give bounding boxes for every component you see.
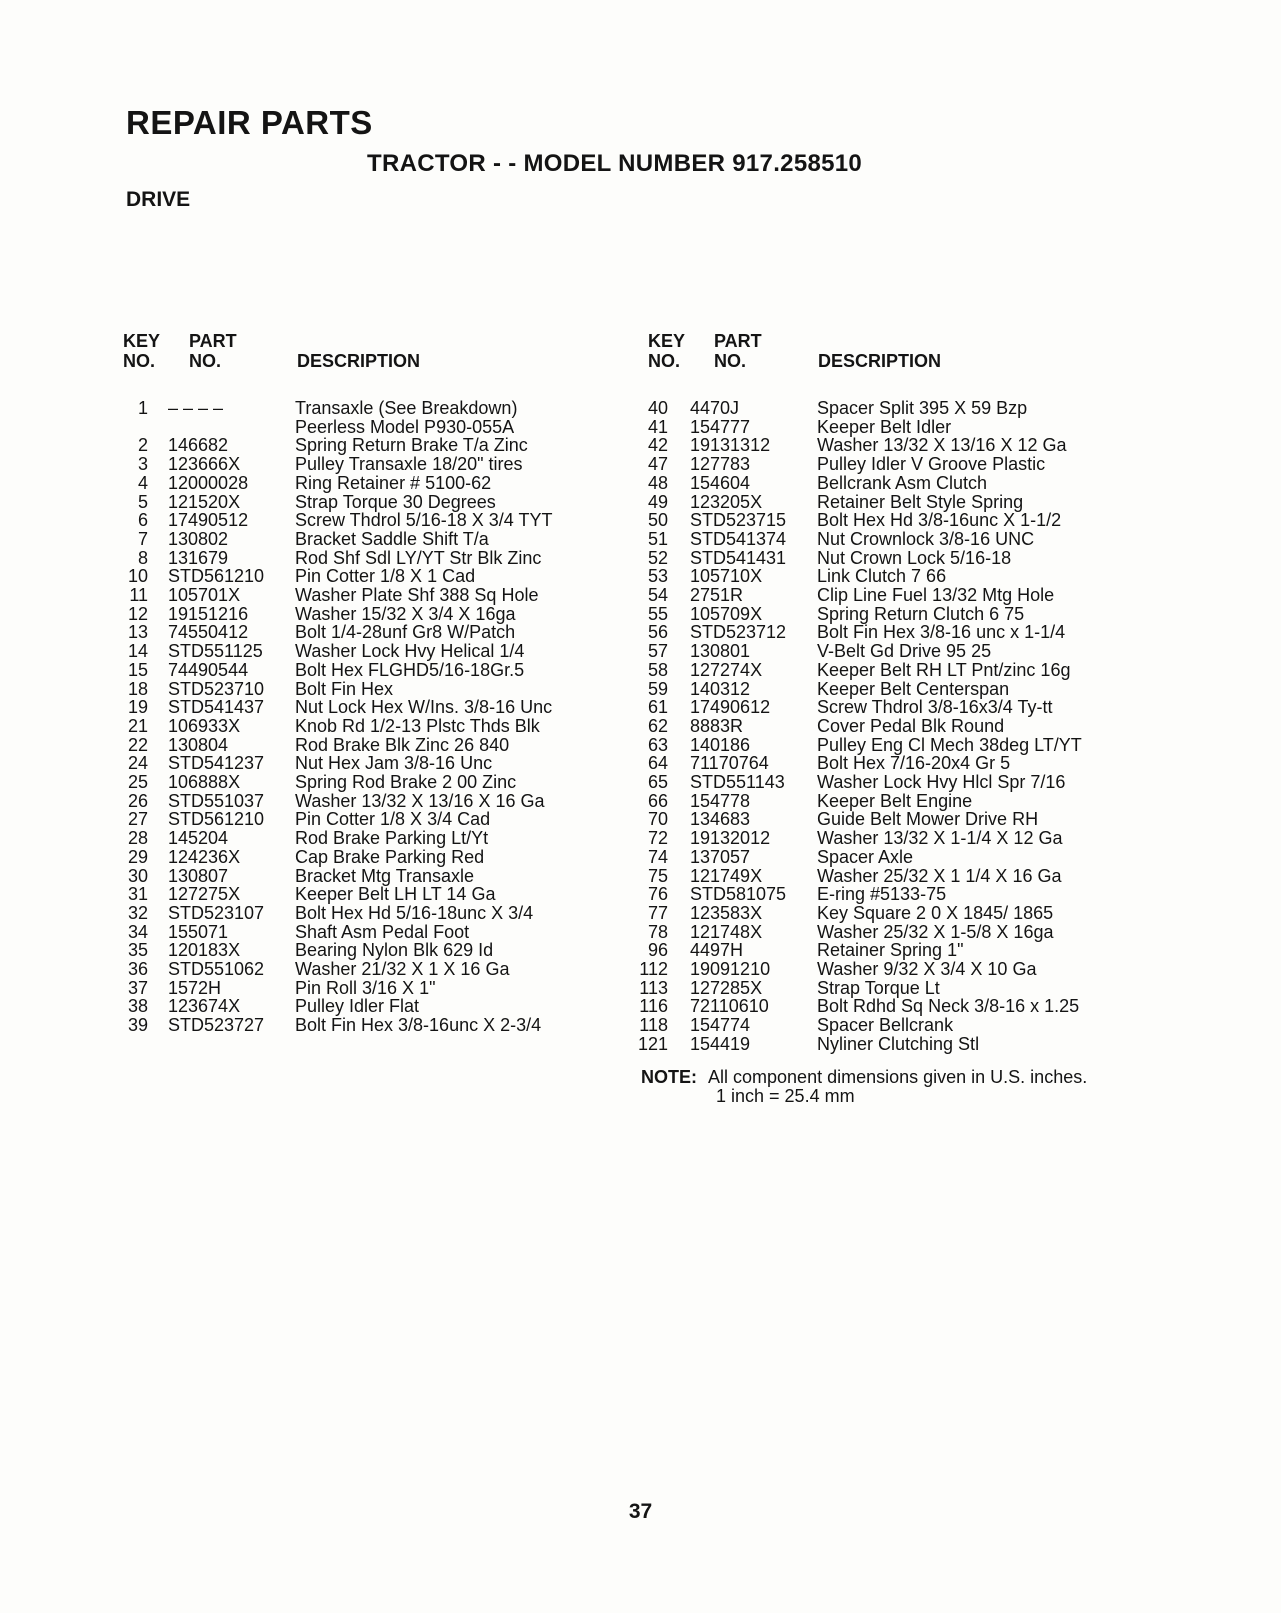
note-line2: 1 inch = 25.4 mm [716, 1086, 855, 1106]
part-description: Bolt Hex Hd 5/16-18unc X 3/4 [295, 902, 534, 923]
part-description: Strap Torque 30 Degrees [295, 491, 496, 512]
part-description: Keeper Belt Centerspan [817, 678, 1010, 699]
key-number: 36 [127, 959, 148, 979]
key-no-header: NO. [123, 351, 156, 371]
part-number: 17490512 [168, 510, 249, 531]
part-no-header: NO. [714, 351, 747, 371]
key-number: 21 [127, 715, 148, 736]
part-number: 127274X [690, 659, 763, 680]
part-description: Retainer Belt Style Spring [817, 491, 1024, 512]
part-description: Nut Crownlock 3/8-16 UNC [817, 528, 1035, 549]
part-number: 127275X [168, 884, 241, 905]
key-number: 56 [647, 622, 668, 643]
part-description: Rod Brake Parking Lt/Yt [295, 828, 489, 849]
key-number: 14 [127, 641, 148, 662]
part-number: 154778 [690, 790, 751, 811]
part-number: STD541237 [168, 753, 265, 774]
part-number: 1572H [168, 977, 222, 998]
part-number: STD523715 [690, 510, 787, 531]
part-number: 124236X [168, 846, 241, 867]
part-number: 19131312 [690, 435, 771, 456]
part-number: STD523107 [168, 902, 265, 923]
part-number: STD551062 [168, 959, 265, 979]
model-subtitle: TRACTOR - - MODEL NUMBER 917.258510 [367, 150, 863, 177]
key-number: 77 [647, 902, 668, 923]
part-description: Bracket Mtg Transaxle [295, 865, 475, 886]
part-number: 17490612 [690, 697, 771, 718]
part-number: STD541374 [690, 528, 787, 549]
key-number: 118 [639, 1015, 668, 1036]
part-description: Bracket Saddle Shift T/a [295, 528, 489, 549]
part-description: Pulley Idler V Groove Plastic [817, 454, 1046, 475]
part-number: 154419 [690, 1033, 751, 1054]
part-number: 105710X [690, 566, 763, 587]
part-description: Keeper Belt Idler [817, 416, 952, 437]
key-number: 116 [639, 996, 668, 1017]
part-number: 105701X [168, 585, 241, 605]
part-number: 127285X [690, 977, 763, 998]
key-number: 76 [647, 884, 668, 905]
note [641, 1067, 1087, 1087]
part-number: STD561210 [168, 566, 265, 587]
part-description: Washer 13/32 X 1-1/4 X 12 Ga [817, 828, 1063, 849]
description-header: DESCRIPTION [818, 351, 942, 371]
page-number: 37 [628, 1500, 653, 1523]
part-number: 120183X [168, 940, 241, 961]
key-number: 74 [647, 846, 668, 867]
part-number: 154774 [690, 1015, 751, 1036]
key-header: KEY [123, 331, 161, 351]
part-number: – – – – [168, 398, 224, 418]
part-number: STD551125 [168, 641, 263, 662]
key-number: 10 [127, 566, 148, 587]
key-number: 37 [127, 977, 148, 998]
key-number: 49 [647, 491, 668, 512]
key-number: 51 [647, 528, 668, 549]
part-description: Bolt Hex 7/16-20x4 Gr 5 [817, 753, 1011, 774]
part-description: Washer 15/32 X 3/4 X 16ga [295, 603, 516, 624]
part-description: E-ring #5133-75 [817, 884, 947, 905]
key-number: 55 [647, 603, 668, 624]
part-description: Washer 25/32 X 1-5/8 X 16ga [817, 921, 1054, 942]
key-number: 39 [127, 1015, 148, 1036]
part-number: 71170764 [690, 753, 769, 774]
key-number: 7 [137, 528, 148, 549]
part-number: 121749X [690, 865, 763, 886]
key-number: 8 [137, 547, 148, 568]
key-number: 34 [127, 921, 148, 942]
part-number: 140312 [690, 678, 751, 699]
part-description: Pulley Eng Cl Mech 38deg LT/YT [817, 734, 1082, 755]
part-number: 130804 [168, 734, 229, 755]
key-number: 65 [647, 772, 668, 792]
part-number: 106888X [168, 772, 241, 792]
part-number: 123666X [168, 454, 241, 475]
part-description: Bellcrank Asm Clutch [817, 472, 988, 493]
key-number: 53 [647, 566, 668, 587]
key-number: 47 [647, 454, 668, 475]
part-number: 154777 [690, 416, 751, 437]
key-number: 32 [127, 902, 148, 923]
part-description: Spacer Bellcrank [817, 1015, 954, 1036]
key-number: 72 [647, 828, 668, 849]
part-number: 130801 [690, 641, 751, 662]
part-description: Washer 21/32 X 1 X 16 Ga [295, 959, 510, 979]
part-description: Pulley Idler Flat [295, 996, 420, 1017]
part-description: Peerless Model P930-055A [295, 416, 515, 437]
part-description: Bolt Fin Hex 3/8-16 unc x 1-1/4 [817, 622, 1066, 643]
part-description: Pin Roll 3/16 X 1" [295, 977, 436, 998]
key-number: 26 [127, 790, 148, 811]
part-number: 19132012 [690, 828, 771, 849]
part-number: STD551037 [168, 790, 265, 811]
key-number: 52 [647, 547, 668, 568]
part-header: PART [714, 331, 762, 351]
key-number: 35 [127, 940, 148, 961]
key-number: 38 [127, 996, 148, 1017]
part-number: 123674X [168, 996, 241, 1017]
part-description: Cover Pedal Blk Round [817, 715, 1005, 736]
key-number: 66 [647, 790, 668, 811]
part-number: 74550412 [168, 622, 249, 643]
key-number: 64 [647, 753, 668, 774]
part-description: Rod Shf Sdl LY/YT Str Blk Zinc [295, 547, 542, 568]
key-number: 22 [127, 734, 148, 755]
part-description: Shaft Asm Pedal Foot [295, 921, 470, 942]
part-number: 130807 [168, 865, 229, 886]
key-number: 78 [647, 921, 668, 942]
part-number: STD581075 [690, 884, 787, 905]
part-description: Washer Lock Hvy Hlcl Spr 7/16 [817, 772, 1066, 792]
part-number: 127783 [690, 454, 751, 475]
part-description: Knob Rd 1/2-13 Plstc Thds Blk [295, 715, 540, 736]
part-number: 137057 [690, 846, 751, 867]
key-number: 121 [637, 1033, 668, 1054]
key-no-header: NO. [648, 351, 681, 371]
part-description: Spring Return Clutch 6 75 [817, 603, 1025, 624]
part-description: Nut Crown Lock 5/16-18 [817, 547, 1012, 568]
part-description: Washer 9/32 X 3/4 X 10 Ga [817, 959, 1037, 979]
part-number: 72110610 [690, 996, 769, 1017]
key-number: 6 [137, 510, 148, 531]
part-description: Spring Return Brake T/a Zinc [295, 435, 528, 456]
part-number: STD523727 [168, 1015, 265, 1036]
part-description: Washer Lock Hvy Helical 1/4 [295, 641, 525, 662]
key-number: 24 [127, 753, 148, 774]
part-number: 123583X [690, 902, 763, 923]
part-description: Spacer Axle [817, 846, 914, 867]
part-number: 8883R [690, 715, 744, 736]
key-number: 75 [647, 865, 668, 886]
key-number: 15 [127, 659, 148, 680]
part-description: Nyliner Clutching Stl [817, 1033, 980, 1054]
part-number: 154604 [690, 472, 751, 493]
part-header: PART [189, 331, 237, 351]
part-description: Screw Thdrol 3/8-16x3/4 Ty-tt [817, 697, 1053, 718]
key-number: 2 [137, 435, 148, 456]
key-number: 29 [127, 846, 148, 867]
key-number: 28 [127, 828, 148, 849]
part-description: Pulley Transaxle 18/20" tires [295, 454, 523, 475]
part-number: 146682 [168, 435, 229, 456]
part-description: Bolt Hex Hd 3/8-16unc X 1-1/2 [817, 510, 1062, 531]
part-number: 121748X [690, 921, 763, 942]
part-description: Keeper Belt RH LT Pnt/zinc 16g [817, 659, 1071, 680]
key-number: 41 [647, 416, 668, 437]
part-description: Washer Plate Shf 388 Sq Hole [295, 585, 539, 605]
part-number: 121520X [168, 491, 241, 512]
part-number: 106933X [168, 715, 241, 736]
key-number: 27 [127, 809, 148, 830]
part-number: 19091210 [690, 959, 771, 979]
part-description: Bolt Fin Hex [295, 678, 394, 699]
part-description: Bearing Nylon Blk 629 Id [295, 940, 494, 961]
key-number: 30 [127, 865, 148, 886]
part-description: Washer 25/32 X 1 1/4 X 16 Ga [817, 865, 1062, 886]
page-title: REPAIR PARTS [126, 104, 373, 141]
key-number: 31 [127, 884, 148, 905]
note-line1: All component dimensions given in U.S. inches. [708, 1067, 1088, 1087]
part-description: Strap Torque Lt [817, 977, 940, 998]
key-number: 57 [647, 641, 668, 662]
key-number: 62 [647, 715, 668, 736]
part-description: Spring Rod Brake 2 00 Zinc [295, 772, 517, 792]
description-header: DESCRIPTION [297, 351, 421, 371]
key-number: 1 [137, 398, 148, 418]
part-number: 123205X [690, 491, 763, 512]
part-number: 2751R [690, 585, 744, 605]
key-header: KEY [648, 331, 686, 351]
key-number: 112 [639, 959, 668, 979]
key-number: 54 [647, 585, 668, 605]
part-number: 140186 [690, 734, 751, 755]
part-number: 105709X [690, 603, 763, 624]
part-description: Link Clutch 7 66 [817, 566, 947, 587]
part-number: STD551143 [690, 772, 785, 792]
part-description: Retainer Spring 1" [817, 940, 964, 961]
part-description: Nut Lock Hex W/Ins. 3/8-16 Unc [295, 697, 553, 718]
part-number: STD561210 [168, 809, 265, 830]
part-description: Key Square 2 0 X 1845/ 1865 [817, 902, 1054, 923]
key-number: 11 [129, 585, 148, 605]
note-label: NOTE: [641, 1067, 697, 1087]
part-number: 4497H [690, 940, 744, 961]
key-number: 96 [647, 940, 668, 961]
part-description: Keeper Belt Engine [817, 790, 973, 811]
part-number: 134683 [690, 809, 751, 830]
part-number: 130802 [168, 528, 229, 549]
key-number: 19 [127, 697, 148, 718]
key-number: 70 [647, 809, 668, 830]
key-number: 3 [137, 454, 148, 475]
key-number: 113 [639, 977, 668, 998]
part-description: Guide Belt Mower Drive RH [817, 809, 1039, 830]
part-description: V-Belt Gd Drive 95 25 [817, 641, 992, 662]
part-description: Clip Line Fuel 13/32 Mtg Hole [817, 585, 1055, 605]
part-description: Keeper Belt LH LT 14 Ga [295, 884, 496, 905]
key-number: 48 [647, 472, 668, 493]
key-number: 18 [127, 678, 148, 699]
part-description: Pin Cotter 1/8 X 3/4 Cad [295, 809, 491, 830]
part-description: Ring Retainer # 5100-62 [295, 472, 492, 493]
part-number: 131679 [168, 547, 229, 568]
key-number: 50 [647, 510, 668, 531]
key-number: 40 [647, 398, 668, 418]
key-number: 4 [137, 472, 148, 493]
part-number: 74490544 [168, 659, 249, 680]
part-number: STD523710 [168, 678, 265, 699]
part-description: Bolt 1/4-28unf Gr8 W/Patch [295, 622, 516, 643]
part-number: 155071 [168, 921, 229, 942]
part-number: 12000028 [168, 472, 249, 493]
part-description: Bolt Hex FLGHD5/16-18Gr.5 [295, 659, 525, 680]
part-description: Bolt Fin Hex 3/8-16unc X 2-3/4 [295, 1015, 542, 1036]
key-number: 42 [647, 435, 668, 456]
key-number: 61 [647, 697, 668, 718]
part-number: 19151216 [168, 603, 249, 624]
section-heading: DRIVE [126, 188, 191, 211]
key-number: 25 [127, 772, 148, 792]
part-description: Spacer Split 395 X 59 Bzp [817, 398, 1028, 418]
part-number: 145204 [168, 828, 229, 849]
key-number: 63 [647, 734, 668, 755]
part-description: Washer 13/32 X 13/16 X 16 Ga [295, 790, 545, 811]
part-description: Screw Thdrol 5/16-18 X 3/4 TYT [295, 510, 553, 531]
part-description: Cap Brake Parking Red [295, 846, 485, 867]
part-description: Pin Cotter 1/8 X 1 Cad [295, 566, 476, 587]
part-description: Bolt Rdhd Sq Neck 3/8-16 x 1.25 [817, 996, 1080, 1017]
part-number: 4470J [690, 398, 740, 418]
key-number: 5 [137, 491, 148, 512]
part-number: STD541437 [168, 697, 265, 718]
part-description: Rod Brake Blk Zinc 26 840 [295, 734, 510, 755]
part-number: STD541431 [690, 547, 787, 568]
key-number: 12 [127, 603, 148, 624]
part-description: Nut Hex Jam 3/8-16 Unc [295, 753, 493, 774]
part-number: STD523712 [690, 622, 787, 643]
part-no-header: NO. [189, 351, 222, 371]
key-number: 59 [647, 678, 668, 699]
part-description: Transaxle (See Breakdown) [295, 398, 518, 418]
part-description: Washer 13/32 X 13/16 X 12 Ga [817, 435, 1067, 456]
key-number: 58 [647, 659, 668, 680]
key-number: 13 [127, 622, 148, 643]
